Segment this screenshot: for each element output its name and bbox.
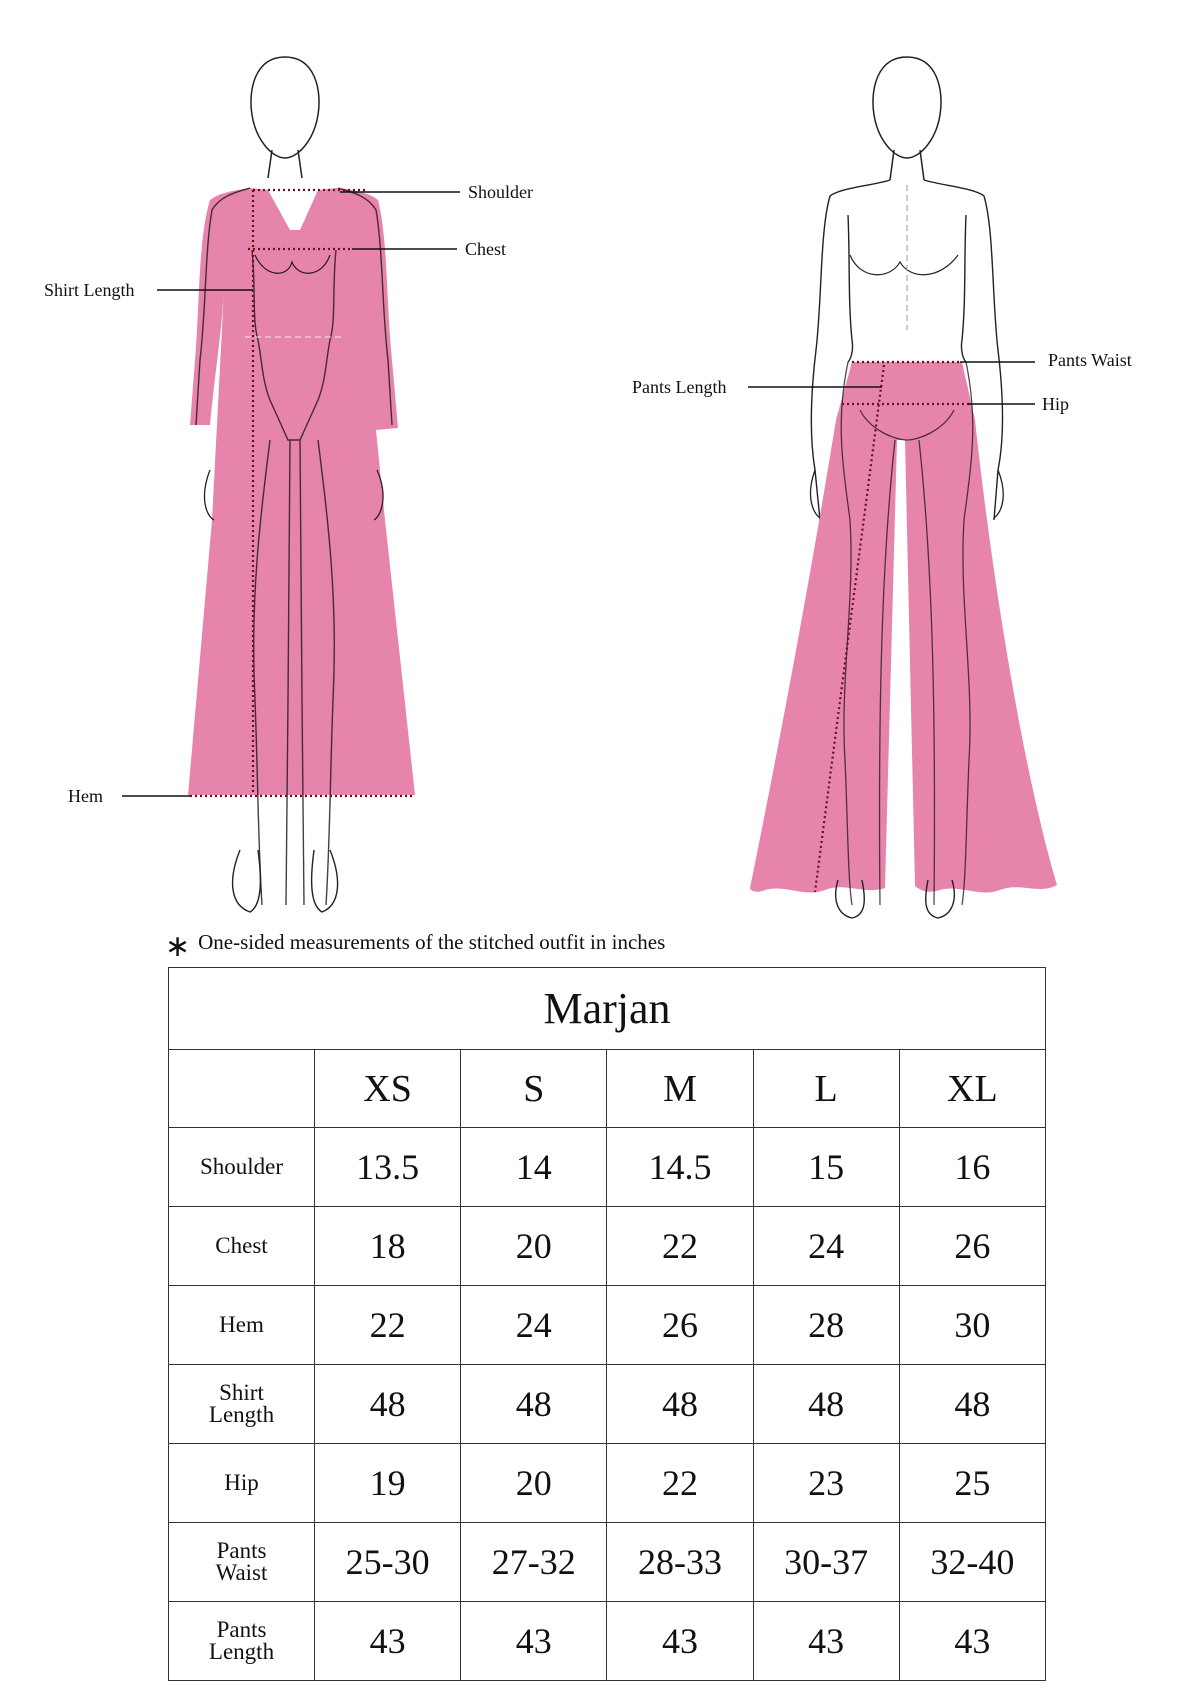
size-table-body <box>169 1128 1046 1681</box>
table-cell: 30 <box>899 1286 1045 1365</box>
table-row <box>169 1128 1046 1207</box>
table-cell: 48 <box>607 1365 753 1444</box>
hem-label: Hem <box>68 786 103 806</box>
table-cell: 48 <box>461 1365 607 1444</box>
row-label: Pants Waist <box>169 1523 315 1602</box>
right-bust-curve <box>850 255 958 275</box>
table-cell: 20 <box>461 1444 607 1523</box>
table-cell: 30-37 <box>753 1523 899 1602</box>
table-cell: 28 <box>753 1286 899 1365</box>
left-feet <box>233 850 338 912</box>
shirt-figure <box>44 57 533 912</box>
table-cell: 28-33 <box>607 1523 753 1602</box>
row-label: Hem <box>169 1286 315 1365</box>
table-cell: 43 <box>461 1602 607 1681</box>
table-cell: 23 <box>753 1444 899 1523</box>
table-row <box>169 1286 1046 1365</box>
table-cell: 25 <box>899 1444 1045 1523</box>
table-cell: 18 <box>315 1207 461 1286</box>
table-cell: 32-40 <box>899 1523 1045 1602</box>
measurement-note-text: One-sided measurements of the stitched outfit in inches <box>198 930 666 954</box>
row-label: Hip <box>169 1444 315 1523</box>
table-row <box>169 1444 1046 1523</box>
size-header-xl: XL <box>899 1050 1045 1128</box>
hip-label: Hip <box>1042 394 1069 414</box>
table-cell: 20 <box>461 1207 607 1286</box>
table-cell: 22 <box>315 1286 461 1365</box>
size-header-s: S <box>461 1050 607 1128</box>
table-cell: 43 <box>607 1602 753 1681</box>
size-header-xs: XS <box>315 1050 461 1128</box>
table-row <box>169 1365 1046 1444</box>
size-header-m: M <box>607 1050 753 1128</box>
pants-garment <box>750 362 1057 893</box>
left-head <box>251 57 319 158</box>
table-cell: 25-30 <box>315 1523 461 1602</box>
size-header-row <box>169 1050 1046 1128</box>
shoulder-label: Shoulder <box>468 182 533 202</box>
table-cell: 43 <box>899 1602 1045 1681</box>
table-cell: 22 <box>607 1207 753 1286</box>
header-empty-cell <box>169 1050 315 1128</box>
table-cell: 48 <box>753 1365 899 1444</box>
table-cell: 24 <box>461 1286 607 1365</box>
pants-figure <box>632 57 1132 918</box>
table-cell: 13.5 <box>315 1128 461 1207</box>
row-label: Chest <box>169 1207 315 1286</box>
table-row <box>169 1523 1046 1602</box>
table-cell: 48 <box>315 1365 461 1444</box>
table-cell: 26 <box>899 1207 1045 1286</box>
table-cell: 43 <box>315 1602 461 1681</box>
table-row <box>169 1207 1046 1286</box>
table-cell: 14 <box>461 1128 607 1207</box>
shirt-length-label: Shirt Length <box>44 280 135 300</box>
row-label: Shoulder <box>169 1128 315 1207</box>
pants-length-label: Pants Length <box>632 377 727 397</box>
table-cell: 14.5 <box>607 1128 753 1207</box>
pants-waist-label: Pants Waist <box>1048 350 1132 370</box>
chest-label: Chest <box>465 239 507 259</box>
table-cell: 16 <box>899 1128 1045 1207</box>
table-cell: 22 <box>607 1444 753 1523</box>
table-cell: 19 <box>315 1444 461 1523</box>
right-head <box>873 57 941 158</box>
table-cell: 48 <box>899 1365 1045 1444</box>
table-cell: 26 <box>607 1286 753 1365</box>
row-label: Shirt Length <box>169 1365 315 1444</box>
measurement-note <box>165 929 666 963</box>
table-cell: 15 <box>753 1128 899 1207</box>
table-title: Marjan <box>169 968 1046 1050</box>
table-cell: 24 <box>753 1207 899 1286</box>
size-chart-table <box>168 967 1046 1681</box>
size-header-l: L <box>753 1050 899 1128</box>
table-cell: 43 <box>753 1602 899 1681</box>
row-label: Pants Length <box>169 1602 315 1681</box>
asterisk-icon: ∗ <box>165 929 191 963</box>
table-row <box>169 1602 1046 1681</box>
table-cell: 27-32 <box>461 1523 607 1602</box>
